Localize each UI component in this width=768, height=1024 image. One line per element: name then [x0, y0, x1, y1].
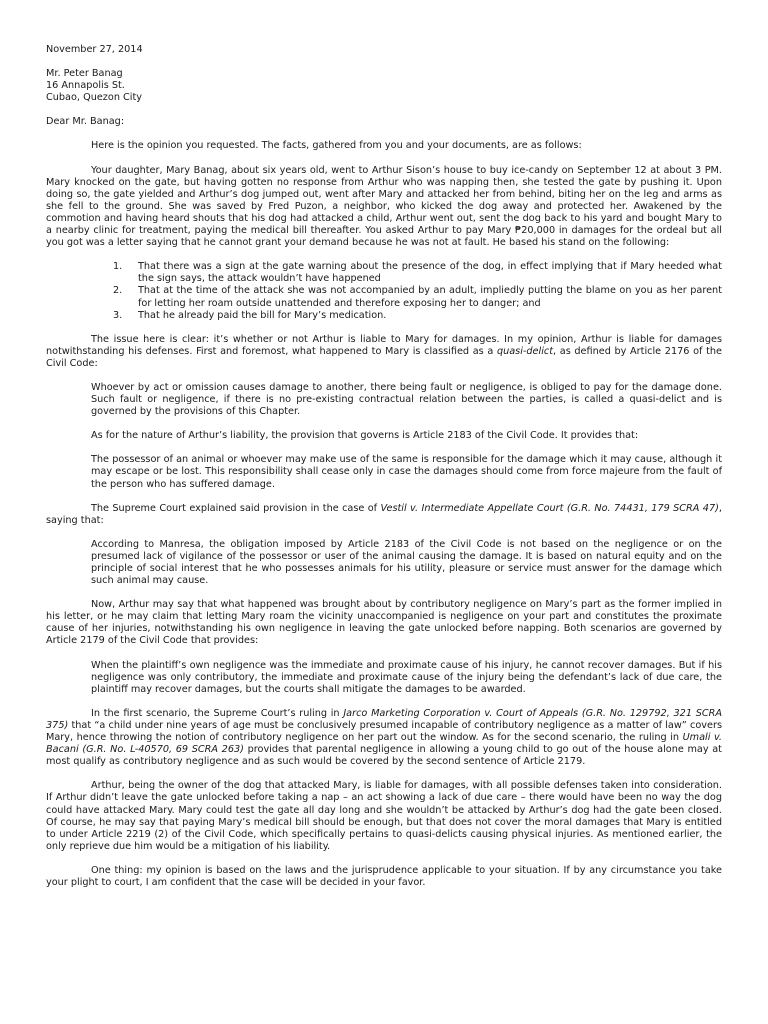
salutation: Dear Mr. Banag:	[46, 116, 125, 128]
case-citation: Vestil v. Intermediate Appellate Court (G.R. No. 74431, 179 SCRA 47)	[380, 502, 719, 514]
facts-paragraph: Your daughter, Mary Banag, about six years old, went to Arthur Sison’s house to buy ice-candy on September 12 at about 3 PM. Mary knocked on the gate, but having gotten no response from Arthur who was napping then, she tested the gate by pushing it. Upon doing so, the gate yielded and Arthur’s dog jumped out, went after Mary and attacked her from behind, biting her on the leg and arms as she fell to the ground. She was saved by Fred Puzon, a neighbor, who kicked the dog away and protected her. Awakened by the commotion and having heard shouts that his dog had attacked a child, Arthur went out, sent the dog back to his yard and bought Mary to a nearby clinic for treatment, paying the medical bill thereafter. You asked Arthur to pay Mary ₱20,000 in damages for the ordeal but all you got was a letter saying that he cannot grant your demand because he was not at fault. He based his stand on the following:	[46, 164, 722, 249]
owner-liability-paragraph: Arthur, being the owner of the dog that attacked Mary, is liable for damages, with all possible defenses taken into consideration. If Arthur didn’t leave the gate unlocked before taking a nap – an act showing a lack of due care – there would have been no way the dog could have attacked Mary. Mary could test the gate all day long and she wouldn’t be attacked by Arthur’s dog had the gate been closed. Of course, he may say that paying Mary’s medical bill should be enough, but that does not cover the moral damages that Mary is entitled to under Article 2219 (2) of the Civil Code, which specifically pertains to quasi-delicts causing physical injuries. As mentioned earlier, the only reprieve due him would be a mitigation of his liability.	[46, 780, 722, 852]
article-2176-quote: Whoever by act or omission causes damage to another, there being fault or negligence, is obliged to pay for the damage done. Such fault or negligence, if there is no pre-existing contractual relation between the parties, is called a quasi-delict and is governed by the provisions of this Chapter.	[91, 381, 722, 418]
closing-paragraph: One thing: my opinion is based on the laws and the jurisprudence applicable to your situation. If by any circumstance you take your plight to court, I am confident that the case will be decided in your favor.	[46, 864, 722, 888]
letter-date: November 27, 2014	[46, 44, 143, 55]
issue-paragraph: The issue here is clear: it’s whether or not Arthur is liable to Mary for damages. In my opinion, Arthur is liable for damages notwithstanding his defenses. First and foremost, what happened to Mary is classified as a quasi-delict, as defined by Article 2176 of the Civil Code:	[46, 333, 722, 369]
recipient-name: Mr. Peter Banag	[46, 68, 123, 80]
recipient-address	[46, 68, 722, 104]
recipient-city: Cubao, Quezon City	[46, 92, 143, 104]
contributory-paragraph: Now, Arthur may say that what happened was brought about by contributory negligence on Mary’s part as the former implied in his letter, or he may claim that letting Mary roam the vicinity unaccompanied is negligence on your part and constitutes the proximate cause of her injuries, notwithstanding his own negligence in leaving the gate unlocked before napping. Both scenarios are governed by Article 2179 of the Civil Code that provides:	[46, 599, 722, 647]
article-2179-quote: When the plaintiff’s own negligence was the immediate and proximate cause of his injury, he cannot recover damages. But if his negligence was only contributory, the immediate and proximate cause of the injury being the defendant’s lack of due care, the plaintiff may recover damages, but the courts shall mitigate the damages to be awarded.	[91, 659, 722, 695]
first-scenario-paragraph: In the first scenario, the Supreme Court’s ruling in Jarco Marketing Corporation v. Court of Appeals (G.R. No. 129792, 321 SCRA 375) that “a child under nine years of age must be conclusively presumed incapable of contributory negligence as a matter of law” covers Mary, hence throwing the notion of contributory negligence on her part out the window. As for the second scenario, the ruling in Umali v. Bacani (G.R. No. L-40570, 69 SCRA 263) provides that parental negligence in allowing a young child to go out of the house alone may at most qualify as contributory negligence and as such would be covered by the second sentence of Article 2179.	[46, 707, 722, 768]
quasi-delict-term: quasi-delict	[496, 345, 554, 357]
defenses-list	[46, 261, 722, 321]
article-2183-quote: The possessor of an animal or whoever may make use of the same is responsible for the damage which it may cause, although it may escape or be lost. This responsibility shall cease only in case the damages should come from force majeure from the fault of the person who has suffered damage.	[91, 454, 722, 490]
nature-paragraph: As for the nature of Arthur’s liability, the provision that governs is Article 2183 of the Civil Code. It provides that:	[91, 430, 639, 442]
intro-paragraph: Here is the opinion you requested. The facts, gathered from you and your documents, are as follows:	[91, 140, 582, 152]
recipient-street: 16 Annapolis St.	[46, 80, 125, 92]
list-item: 1. That there was a sign at the gate warning about the presence of the dog, in effect implying that if Mary heeded what the sign says, the attack wouldn’t have happened	[113, 261, 722, 285]
case-citation: Umali v. Bacani (G.R. No. L-40570, 69 SCRA 263)	[46, 732, 722, 756]
supreme-court-paragraph: The Supreme Court explained said provision in the case of Vestil v. Intermediate Appellate Court (G.R. No. 74431, 179 SCRA 47), saying that:	[46, 502, 722, 526]
case-citation: Jarco Marketing Corporation v. Court of Appeals (G.R. No. 129792, 321 SCRA 375)	[46, 707, 722, 731]
manresa-quote: According to Manresa, the obligation imposed by Article 2183 of the Civil Code is not based on the negligence or on the presumed lack of vigilance of the possessor or user of the animal causing the damage. It is based on natural equity and on the principle of social interest that he who possesses animals for his utility, pleasure or service must answer for the damage which such animal may cause.	[91, 538, 722, 587]
letter-page	[46, 44, 722, 889]
list-item: 3. That he already paid the bill for Mary’s medication.	[113, 309, 387, 321]
list-item: 2. That at the time of the attack she was not accompanied by an adult, impliedly putting the blame on you as her parent for letting her roam outside unattended and therefore exposing her to danger; and	[113, 285, 722, 309]
